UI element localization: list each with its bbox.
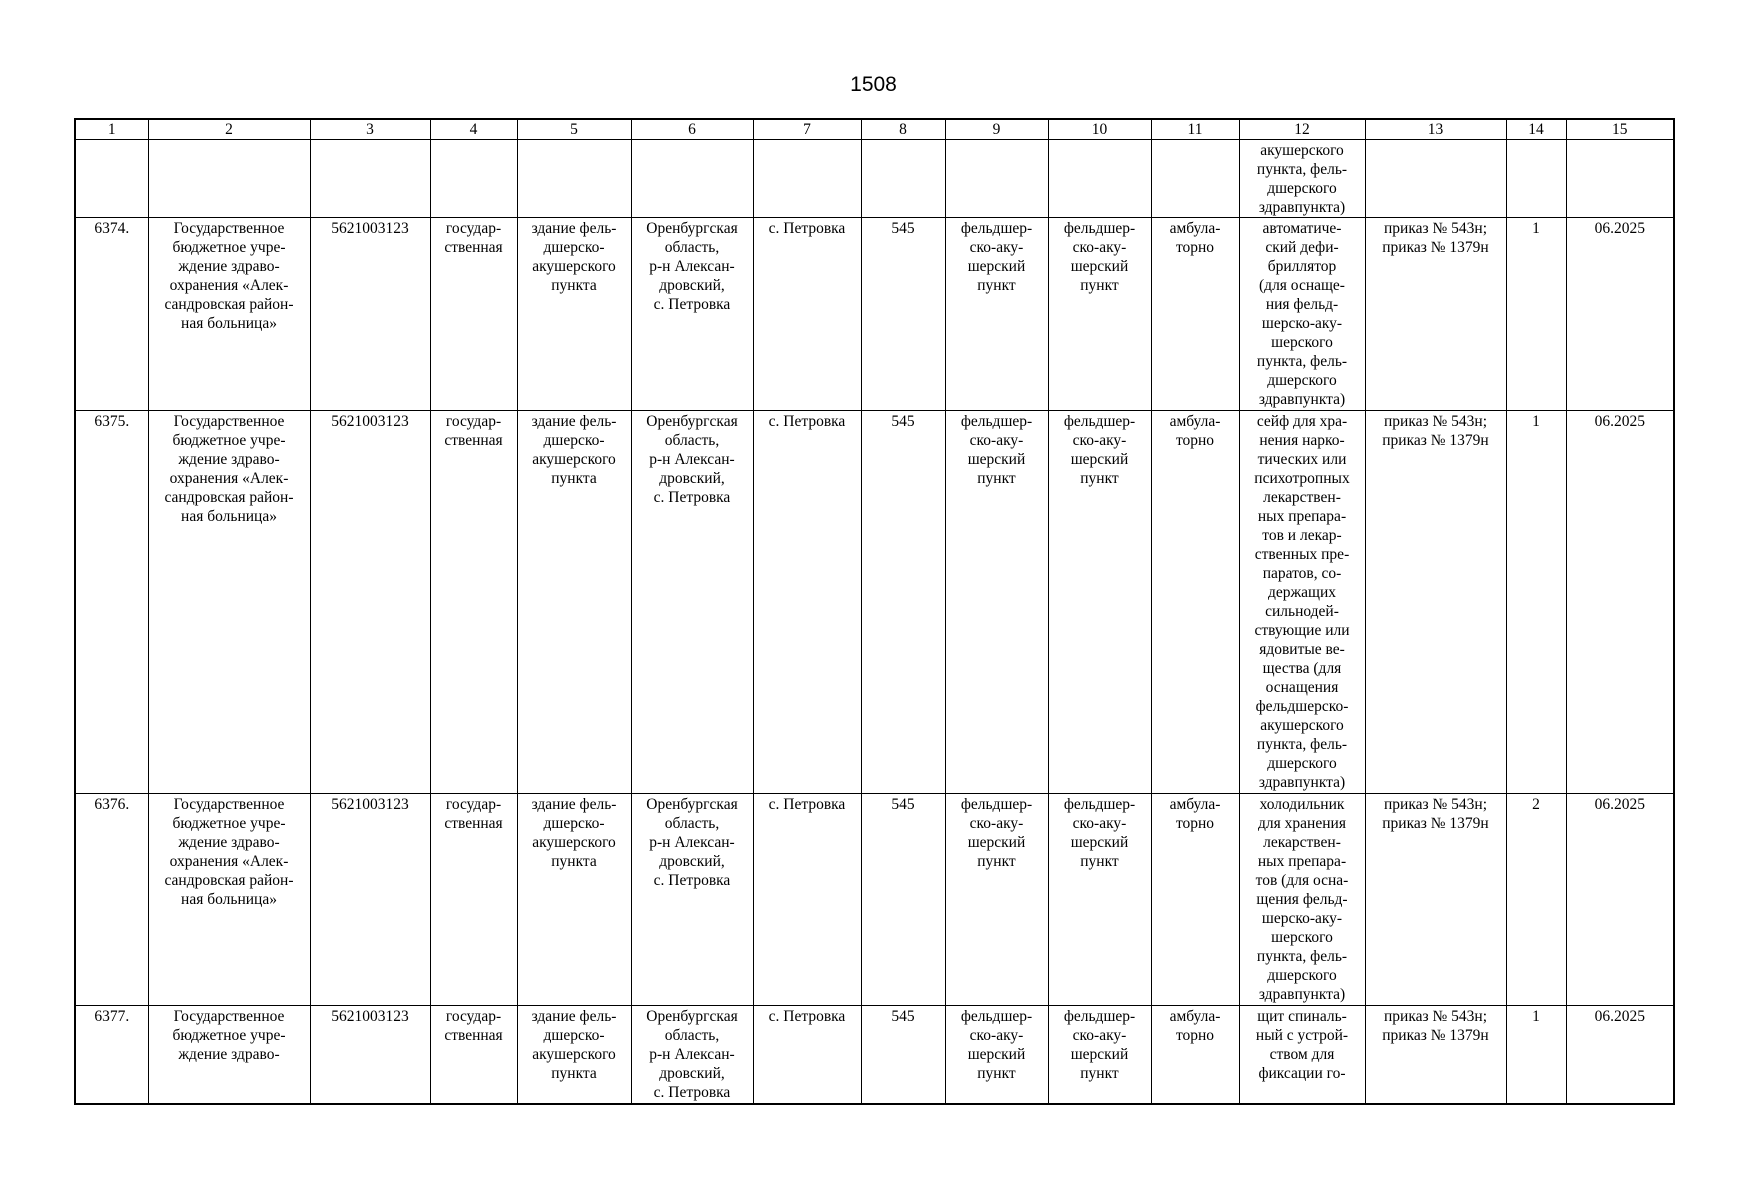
cell-line: бюджетное учре-: [172, 1027, 286, 1044]
cell-line: ная больница»: [181, 891, 277, 908]
continuation-row: [75, 140, 1674, 218]
cell-line: ско-аку-: [1072, 432, 1127, 449]
column-number-3: 3: [310, 119, 430, 140]
cell-line: 545: [891, 1008, 915, 1025]
cell-line: пункт: [1080, 470, 1119, 487]
cell-col-7: [753, 794, 861, 1006]
column-number-8: 8: [861, 119, 945, 140]
column-number-10: 10: [1048, 119, 1151, 140]
table-row: [75, 794, 1674, 1006]
cell-line: шерский: [967, 451, 1026, 468]
cell-line: приказ № 1379н: [1382, 239, 1489, 256]
column-number-6: 6: [631, 119, 753, 140]
cell-line: 6377.: [94, 1008, 130, 1025]
cell-line: с. Петровка: [653, 1084, 731, 1101]
cell-line: щит спиналь-: [1257, 1008, 1347, 1025]
cell-line: фельдшер-: [1063, 796, 1136, 813]
cell-line: охранения «Алек-: [169, 470, 289, 487]
registry-table: [74, 118, 1675, 1105]
cell-line: с. Петровка: [768, 796, 846, 813]
cell-line: ная больница»: [181, 508, 277, 525]
cell-line: Оренбургская: [646, 796, 738, 813]
cell-line: амбула-: [1169, 1008, 1221, 1025]
cell-line: 06.2025: [1594, 796, 1645, 813]
cell-line: фельдшерско-: [1255, 698, 1349, 715]
cell-line: фельдшер-: [1063, 413, 1136, 430]
column-number-1: 1: [75, 119, 148, 140]
cell-line: ных препара-: [1257, 853, 1347, 870]
cell-col-8: [861, 411, 945, 794]
cell-col-6: [631, 411, 753, 794]
cell-line: 1: [1532, 413, 1540, 430]
cell-line: (для оснаще-: [1259, 277, 1345, 294]
cell-line: ждение здраво-: [178, 451, 280, 468]
cell-col-13: [1365, 794, 1506, 1006]
table-body: [75, 140, 1674, 1104]
cell-line: торно: [1175, 815, 1215, 832]
cell-col-11: [1151, 411, 1239, 794]
cell-col-4: [430, 411, 517, 794]
cell-line: акушерского: [532, 451, 616, 468]
cell-line: шерский: [967, 258, 1026, 275]
cell-line: 06.2025: [1594, 1008, 1645, 1025]
cell-col-12: [1239, 218, 1365, 411]
cell-line: 5621003123: [331, 413, 409, 430]
cell-line: ский дефи-: [1265, 239, 1339, 256]
cell-line: пункта, фель-: [1256, 736, 1348, 753]
cell-line: бюджетное учре-: [172, 815, 286, 832]
cell-line: фельдшер-: [960, 220, 1033, 237]
cell-line: пункт: [977, 853, 1016, 870]
cell-line: дшерско-: [543, 239, 605, 256]
column-number-12: 12: [1239, 119, 1365, 140]
cell-line: бриллятор: [1267, 258, 1337, 275]
cell-line: с. Петровка: [768, 220, 846, 237]
cell-line: ный с устрой-: [1255, 1027, 1349, 1044]
cell-col-14: [1506, 794, 1566, 1006]
cell-line: 2: [1532, 796, 1540, 813]
cell-line: шерского: [1271, 334, 1333, 351]
cell-line: здравпункта): [1258, 986, 1346, 1003]
cell-col-2: [148, 140, 310, 218]
cell-line: охранения «Алек-: [169, 853, 289, 870]
cell-col-1: [75, 1006, 148, 1104]
cell-line: ственная: [444, 1027, 503, 1044]
cell-line: дровский,: [659, 277, 725, 294]
cell-line: пункта: [551, 277, 597, 294]
cell-col-1: [75, 140, 148, 218]
cell-line: 6376.: [94, 796, 130, 813]
cell-line: 06.2025: [1594, 413, 1645, 430]
cell-line: здание фель-: [531, 796, 617, 813]
cell-line: торно: [1175, 432, 1215, 449]
cell-line: ственная: [444, 239, 503, 256]
cell-col-2: [148, 1006, 310, 1104]
cell-line: приказ № 543н;: [1383, 220, 1488, 237]
cell-col-7: [753, 140, 861, 218]
cell-line: ско-аку-: [969, 1027, 1024, 1044]
cell-line: сильнодей-: [1265, 603, 1339, 620]
cell-line: ния фельд-: [1265, 296, 1339, 313]
cell-line: здравпункта): [1258, 774, 1346, 791]
cell-line: 545: [891, 796, 915, 813]
cell-line: автоматиче-: [1262, 220, 1342, 237]
cell-line: ством для: [1269, 1046, 1335, 1063]
cell-line: 545: [891, 413, 915, 430]
cell-col-10: [1048, 1006, 1151, 1104]
cell-line: сандровская район-: [164, 872, 294, 889]
cell-line: здравпункта): [1258, 391, 1346, 408]
column-number-9: 9: [945, 119, 1048, 140]
cell-col-9: [945, 140, 1048, 218]
cell-line: дшерско-: [543, 432, 605, 449]
cell-line: ско-аку-: [1072, 1027, 1127, 1044]
cell-line: оснащения: [1265, 679, 1339, 696]
cell-col-12: [1239, 411, 1365, 794]
cell-col-14: [1506, 140, 1566, 218]
cell-line: пункта: [551, 1065, 597, 1082]
cell-line: шерский: [967, 834, 1026, 851]
column-number-7: 7: [753, 119, 861, 140]
cell-line: государ-: [445, 413, 502, 430]
cell-line: 6374.: [94, 220, 130, 237]
cell-col-8: [861, 794, 945, 1006]
cell-col-1: [75, 218, 148, 411]
cell-line: 5621003123: [331, 1008, 409, 1025]
cell-line: пункт: [1080, 853, 1119, 870]
cell-col-5: [517, 218, 631, 411]
cell-line: ждение здраво-: [178, 1046, 280, 1063]
cell-col-5: [517, 140, 631, 218]
cell-col-13: [1365, 1006, 1506, 1104]
cell-col-8: [861, 1006, 945, 1104]
cell-col-9: [945, 411, 1048, 794]
cell-col-7: [753, 218, 861, 411]
cell-line: ско-аку-: [969, 239, 1024, 256]
cell-line: р-н Алексан-: [649, 834, 735, 851]
cell-col-13: [1365, 411, 1506, 794]
page-number: 1508: [850, 73, 897, 96]
cell-col-3: [310, 140, 430, 218]
cell-col-6: [631, 140, 753, 218]
cell-col-12: [1239, 140, 1365, 218]
cell-line: пункт: [977, 470, 1016, 487]
cell-line: пункта: [551, 853, 597, 870]
table-row: [75, 218, 1674, 411]
cell-col-10: [1048, 140, 1151, 218]
cell-line: тических или: [1257, 451, 1347, 468]
column-number-15: 15: [1566, 119, 1674, 140]
cell-line: бюджетное учре-: [172, 239, 286, 256]
cell-line: ная больница»: [181, 315, 277, 332]
cell-col-10: [1048, 411, 1151, 794]
cell-line: шерского: [1271, 929, 1333, 946]
cell-line: 5621003123: [331, 220, 409, 237]
cell-line: приказ № 543н;: [1383, 796, 1488, 813]
column-number-14: 14: [1506, 119, 1566, 140]
cell-line: щества (для: [1262, 660, 1342, 677]
cell-line: Государственное: [173, 796, 285, 813]
cell-line: пункт: [977, 277, 1016, 294]
cell-line: Оренбургская: [646, 413, 738, 430]
cell-col-7: [753, 1006, 861, 1104]
cell-col-4: [430, 1006, 517, 1104]
cell-line: амбула-: [1169, 796, 1221, 813]
cell-line: 1: [1532, 220, 1540, 237]
cell-line: акушерского: [532, 1046, 616, 1063]
cell-line: дшерского: [1267, 372, 1337, 389]
cell-line: 6375.: [94, 413, 130, 430]
cell-line: ядовитые ве-: [1259, 641, 1345, 658]
cell-line: область,: [664, 239, 720, 256]
cell-line: ско-аку-: [1072, 239, 1127, 256]
cell-line: дшерско-: [543, 815, 605, 832]
cell-line: ных препара-: [1257, 508, 1347, 525]
cell-line: пункт: [1080, 1065, 1119, 1082]
cell-col-14: [1506, 411, 1566, 794]
cell-line: держащих: [1267, 584, 1337, 601]
cell-col-11: [1151, 1006, 1239, 1104]
cell-line: с. Петровка: [653, 872, 731, 889]
cell-col-6: [631, 794, 753, 1006]
cell-col-13: [1365, 218, 1506, 411]
cell-line: шерско-аку-: [1261, 315, 1343, 332]
cell-line: государ-: [445, 796, 502, 813]
cell-col-12: [1239, 1006, 1365, 1104]
cell-line: р-н Алексан-: [649, 451, 735, 468]
cell-line: дшерского: [1267, 180, 1337, 197]
cell-col-3: [310, 218, 430, 411]
column-number-2: 2: [148, 119, 310, 140]
cell-line: ственных пре-: [1254, 546, 1350, 563]
cell-line: фельдшер-: [960, 1008, 1033, 1025]
cell-col-5: [517, 411, 631, 794]
cell-line: холодильник: [1259, 796, 1345, 813]
cell-col-15: [1566, 218, 1674, 411]
cell-line: пункта, фель-: [1256, 161, 1348, 178]
cell-line: 1: [1532, 1008, 1540, 1025]
cell-line: торно: [1175, 239, 1215, 256]
cell-line: с. Петровка: [768, 1008, 846, 1025]
cell-line: фельдшер-: [960, 413, 1033, 430]
cell-line: ско-аку-: [969, 432, 1024, 449]
cell-line: с. Петровка: [653, 489, 731, 506]
cell-line: пункт: [1080, 277, 1119, 294]
cell-line: здание фель-: [531, 220, 617, 237]
cell-line: фельдшер-: [960, 796, 1033, 813]
cell-line: р-н Алексан-: [649, 258, 735, 275]
cell-line: шерский: [1070, 258, 1129, 275]
cell-line: государ-: [445, 1008, 502, 1025]
cell-line: с. Петровка: [768, 413, 846, 430]
cell-line: нения нарко-: [1259, 432, 1345, 449]
cell-line: приказ № 543н;: [1383, 413, 1488, 430]
cell-line: здание фель-: [531, 1008, 617, 1025]
cell-line: амбула-: [1169, 220, 1221, 237]
cell-col-2: [148, 218, 310, 411]
cell-col-4: [430, 218, 517, 411]
cell-line: Оренбургская: [646, 220, 738, 237]
cell-col-9: [945, 794, 1048, 1006]
cell-line: область,: [664, 815, 720, 832]
cell-col-14: [1506, 218, 1566, 411]
cell-col-8: [861, 140, 945, 218]
cell-line: Государственное: [173, 413, 285, 430]
cell-line: дшерско-: [543, 1027, 605, 1044]
cell-line: ско-аку-: [969, 815, 1024, 832]
cell-col-3: [310, 411, 430, 794]
cell-line: приказ № 1379н: [1382, 815, 1489, 832]
table-header: [75, 119, 1674, 140]
cell-col-2: [148, 411, 310, 794]
cell-line: сейф для хра-: [1256, 413, 1348, 430]
column-number-11: 11: [1151, 119, 1239, 140]
cell-col-6: [631, 1006, 753, 1104]
cell-line: щения фельд-: [1256, 891, 1348, 908]
table-row: [75, 1006, 1674, 1104]
cell-line: пункт: [977, 1065, 1016, 1082]
cell-col-9: [945, 1006, 1048, 1104]
cell-line: Государственное: [173, 220, 285, 237]
cell-line: пункта, фель-: [1256, 948, 1348, 965]
cell-col-4: [430, 794, 517, 1006]
cell-line: р-н Алексан-: [649, 1046, 735, 1063]
cell-line: тов (для осна-: [1255, 872, 1349, 889]
cell-col-2: [148, 794, 310, 1006]
cell-col-15: [1566, 794, 1674, 1006]
cell-line: сандровская район-: [164, 489, 294, 506]
cell-line: охранения «Алек-: [169, 277, 289, 294]
cell-line: пункта, фель-: [1256, 353, 1348, 370]
cell-col-12: [1239, 794, 1365, 1006]
cell-col-11: [1151, 218, 1239, 411]
cell-line: паратов, со-: [1262, 565, 1342, 582]
cell-col-10: [1048, 794, 1151, 1006]
cell-line: приказ № 543н;: [1383, 1008, 1488, 1025]
cell-col-1: [75, 794, 148, 1006]
cell-line: дшерского: [1267, 967, 1337, 984]
cell-line: тов и лекар-: [1262, 527, 1342, 544]
cell-line: ственная: [444, 815, 503, 832]
cell-line: 06.2025: [1594, 220, 1645, 237]
cell-col-13: [1365, 140, 1506, 218]
cell-col-15: [1566, 411, 1674, 794]
cell-col-15: [1566, 140, 1674, 218]
cell-line: Оренбургская: [646, 1008, 738, 1025]
cell-line: фельдшер-: [1063, 220, 1136, 237]
cell-line: шерско-аку-: [1261, 910, 1343, 927]
cell-line: ждение здраво-: [178, 258, 280, 275]
cell-line: область,: [664, 1027, 720, 1044]
cell-line: сандровская район-: [164, 296, 294, 313]
cell-line: дшерского: [1267, 755, 1337, 772]
cell-col-3: [310, 794, 430, 1006]
cell-line: здравпункта): [1258, 199, 1346, 216]
cell-col-11: [1151, 140, 1239, 218]
cell-line: для хранения: [1258, 815, 1346, 832]
cell-line: торно: [1175, 1027, 1215, 1044]
cell-line: акушерского: [532, 258, 616, 275]
column-number-5: 5: [517, 119, 631, 140]
cell-line: ждение здраво-: [178, 834, 280, 851]
cell-line: Государственное: [173, 1008, 285, 1025]
cell-col-4: [430, 140, 517, 218]
cell-col-14: [1506, 1006, 1566, 1104]
cell-line: фиксации го-: [1258, 1065, 1346, 1082]
cell-col-5: [517, 794, 631, 1006]
cell-line: с. Петровка: [653, 296, 731, 313]
cell-line: 545: [891, 220, 915, 237]
cell-line: ствующие или: [1254, 622, 1350, 639]
cell-line: приказ № 1379н: [1382, 432, 1489, 449]
column-number-4: 4: [430, 119, 517, 140]
cell-line: бюджетное учре-: [172, 432, 286, 449]
cell-line: фельдшер-: [1063, 1008, 1136, 1025]
column-number-13: 13: [1365, 119, 1506, 140]
cell-line: дровский,: [659, 470, 725, 487]
cell-col-5: [517, 1006, 631, 1104]
cell-line: шерский: [1070, 1046, 1129, 1063]
table-row: [75, 411, 1674, 794]
cell-line: 5621003123: [331, 796, 409, 813]
cell-line: психотропных: [1254, 470, 1350, 487]
cell-line: шерский: [967, 1046, 1026, 1063]
cell-line: дровский,: [659, 853, 725, 870]
cell-line: ственная: [444, 432, 503, 449]
cell-line: пункта: [551, 470, 597, 487]
cell-col-8: [861, 218, 945, 411]
cell-line: амбула-: [1169, 413, 1221, 430]
cell-col-15: [1566, 1006, 1674, 1104]
cell-line: шерский: [1070, 451, 1129, 468]
cell-col-3: [310, 1006, 430, 1104]
cell-line: область,: [664, 432, 720, 449]
cell-col-9: [945, 218, 1048, 411]
cell-line: акушерского: [532, 834, 616, 851]
cell-line: акушерского: [1260, 717, 1344, 734]
cell-line: ско-аку-: [1072, 815, 1127, 832]
cell-line: акушерского: [1260, 142, 1344, 159]
cell-line: приказ № 1379н: [1382, 1027, 1489, 1044]
cell-line: шерский: [1070, 834, 1129, 851]
cell-line: государ-: [445, 220, 502, 237]
cell-col-7: [753, 411, 861, 794]
cell-line: лекарствен-: [1263, 834, 1341, 851]
cell-col-11: [1151, 794, 1239, 1006]
cell-line: здание фель-: [531, 413, 617, 430]
cell-col-1: [75, 411, 148, 794]
cell-col-6: [631, 218, 753, 411]
cell-col-10: [1048, 218, 1151, 411]
column-number-row: [75, 119, 1674, 140]
cell-line: лекарствен-: [1263, 489, 1341, 506]
cell-line: дровский,: [659, 1065, 725, 1082]
